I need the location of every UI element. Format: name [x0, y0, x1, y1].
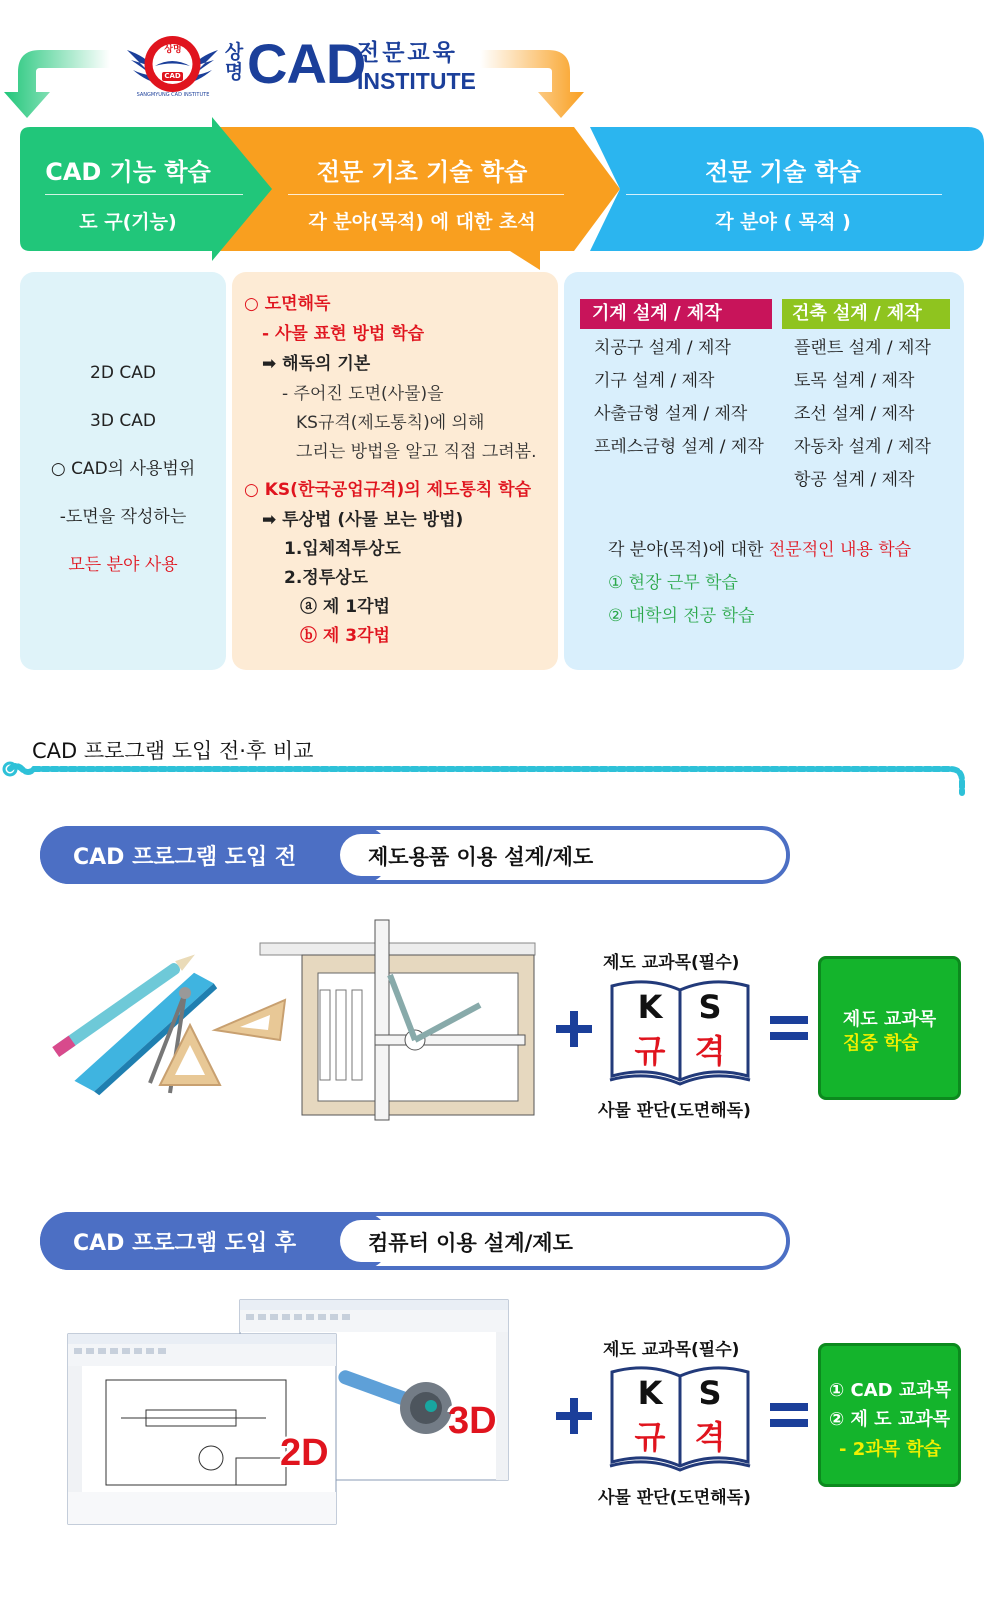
- institute-logo: [125, 25, 476, 108]
- ks-left: 규: [634, 1418, 666, 1456]
- wavy-divider: [0, 757, 1000, 797]
- projection-method: ➡ 투상법 (사물 보는 방법): [262, 510, 464, 530]
- ks-left: 규: [634, 1032, 666, 1070]
- arch-item: 조선 설계 / 제작: [794, 404, 915, 424]
- before-result-2: 집중 학습: [843, 1033, 919, 1054]
- representation-method: - 사물 표현 방법 학습: [262, 324, 425, 344]
- arch-header: 건축 설계 / 제작: [792, 303, 922, 324]
- stage-2-shape: [210, 127, 620, 270]
- ks-right: 격: [694, 1418, 726, 1456]
- after-result-1: ① CAD 교과목: [829, 1380, 952, 1401]
- projection-ortho: 2.정투상도: [284, 568, 368, 588]
- section-heading: CAD 프로그램 도입 전·후 비교: [32, 739, 314, 763]
- emblem-cad-text: CAD: [164, 72, 181, 80]
- ks-standard-heading: ○ KS(한국공업규격)의 제도통칙 학습: [244, 480, 532, 500]
- stage-3-title: 전문 기술 학습: [705, 158, 861, 186]
- logo-institute: INSTITUTE: [357, 68, 476, 94]
- mech-item: 기구 설계 / 제작: [594, 371, 715, 391]
- item-drawing: -도면을 작성하는: [59, 507, 187, 527]
- drawing-reading-heading: ○ 도면해독: [244, 294, 331, 314]
- ks-k: K: [637, 1374, 663, 1412]
- stage-flow: [0, 115, 1000, 275]
- item-all-fields: 모든 분야 사용: [68, 555, 178, 575]
- label-2d: 2D: [280, 1432, 329, 1474]
- item-cad-scope: ○ CAD의 사용범위: [50, 459, 196, 479]
- reading-desc-1: - 주어진 도면(사물)을: [282, 384, 444, 404]
- emblem-center-text: 상명: [164, 45, 182, 55]
- first-angle: ⓐ 제 1각법: [300, 597, 390, 617]
- stage-2-title: 전문 기초 기술 학습: [316, 158, 528, 186]
- reading-desc-2: KS규격(제도통칙)에 의해: [296, 413, 485, 433]
- after-label: CAD 프로그램 도입 후: [73, 1231, 297, 1256]
- pro-summary-highlight: 전문적인 내용 학습: [768, 540, 912, 560]
- stage-1-subtitle: 도 구(기능): [79, 211, 177, 233]
- ks-right: 격: [694, 1032, 726, 1070]
- ks-s: S: [698, 988, 722, 1026]
- equals-icon: [770, 1403, 808, 1411]
- arch-item: 항공 설계 / 제작: [794, 470, 915, 490]
- before-book-bottom: 사물 판단(도면해독): [598, 1101, 751, 1121]
- drafting-tools-image: [40, 915, 540, 1125]
- reading-basics: ➡ 해독의 기본: [262, 354, 371, 374]
- mech-item: 치공구 설계 / 제작: [594, 338, 731, 358]
- logo-vertical-name: 상명: [224, 41, 244, 83]
- stage-1-title: CAD 기능 학습: [45, 158, 211, 186]
- mech-item: 사출금형 설계 / 제작: [594, 404, 748, 424]
- pro-summary: [608, 539, 911, 561]
- third-angle: ⓑ 제 3각법: [300, 626, 390, 646]
- mech-header: 기계 설계 / 제작: [592, 303, 722, 324]
- stage-2-subtitle: 각 분야(목적) 에 대한 초석: [308, 211, 536, 233]
- before-book-top: 제도 교과목(필수): [603, 953, 740, 973]
- after-result-3: - 2과목 학습: [839, 1439, 942, 1460]
- after-result-box: [818, 1343, 961, 1487]
- emblem-bottom-text: SANGMYUNG CAD INSTITUTE: [136, 92, 210, 98]
- ks-s: S: [698, 1374, 722, 1412]
- item-2d-cad: 2D CAD: [90, 363, 156, 383]
- before-text: 제도용품 이용 설계/제도: [368, 845, 594, 869]
- after-text: 컴퓨터 이용 설계/제도: [368, 1231, 573, 1255]
- emblem-top-text: SANGMYUNG: [150, 25, 196, 32]
- arch-item: 토목 설계 / 제작: [794, 371, 915, 391]
- after-result-2: ② 제 도 교과목: [829, 1409, 950, 1430]
- cad-screenshots-image: [66, 1298, 512, 1526]
- equals-icon: [770, 1016, 808, 1024]
- logo-cad: CAD: [247, 32, 366, 95]
- arch-item: 플랜트 설계 / 제작: [794, 338, 931, 358]
- label-3d: 3D: [448, 1400, 497, 1442]
- arch-item: 자동차 설계 / 제작: [794, 437, 931, 457]
- point-field-work: ① 현장 근무 학습: [608, 573, 738, 593]
- mech-item: 프레스금형 설계 / 제작: [594, 437, 764, 457]
- before-label: CAD 프로그램 도입 전: [73, 845, 297, 870]
- point-university: ② 대학의 전공 학습: [608, 606, 755, 626]
- after-book-top: 제도 교과목(필수): [603, 1340, 740, 1360]
- ks-k: K: [637, 988, 663, 1026]
- after-book-bottom: 사물 판단(도면해독): [598, 1488, 751, 1508]
- item-3d-cad: 3D CAD: [90, 411, 156, 431]
- before-result-1: 제도 교과목: [842, 1009, 937, 1030]
- stage-3-subtitle: 각 분야 ( 목적 ): [715, 211, 851, 233]
- pro-summary-prefix: 각 분야(목적)에 대한: [608, 540, 769, 560]
- logo-edu: 전문교육: [357, 40, 458, 66]
- before-result-box: [818, 956, 961, 1100]
- reading-desc-3: 그리는 방법을 알고 직접 그려봄.: [296, 442, 537, 462]
- projection-3d: 1.입체적투상도: [284, 539, 401, 559]
